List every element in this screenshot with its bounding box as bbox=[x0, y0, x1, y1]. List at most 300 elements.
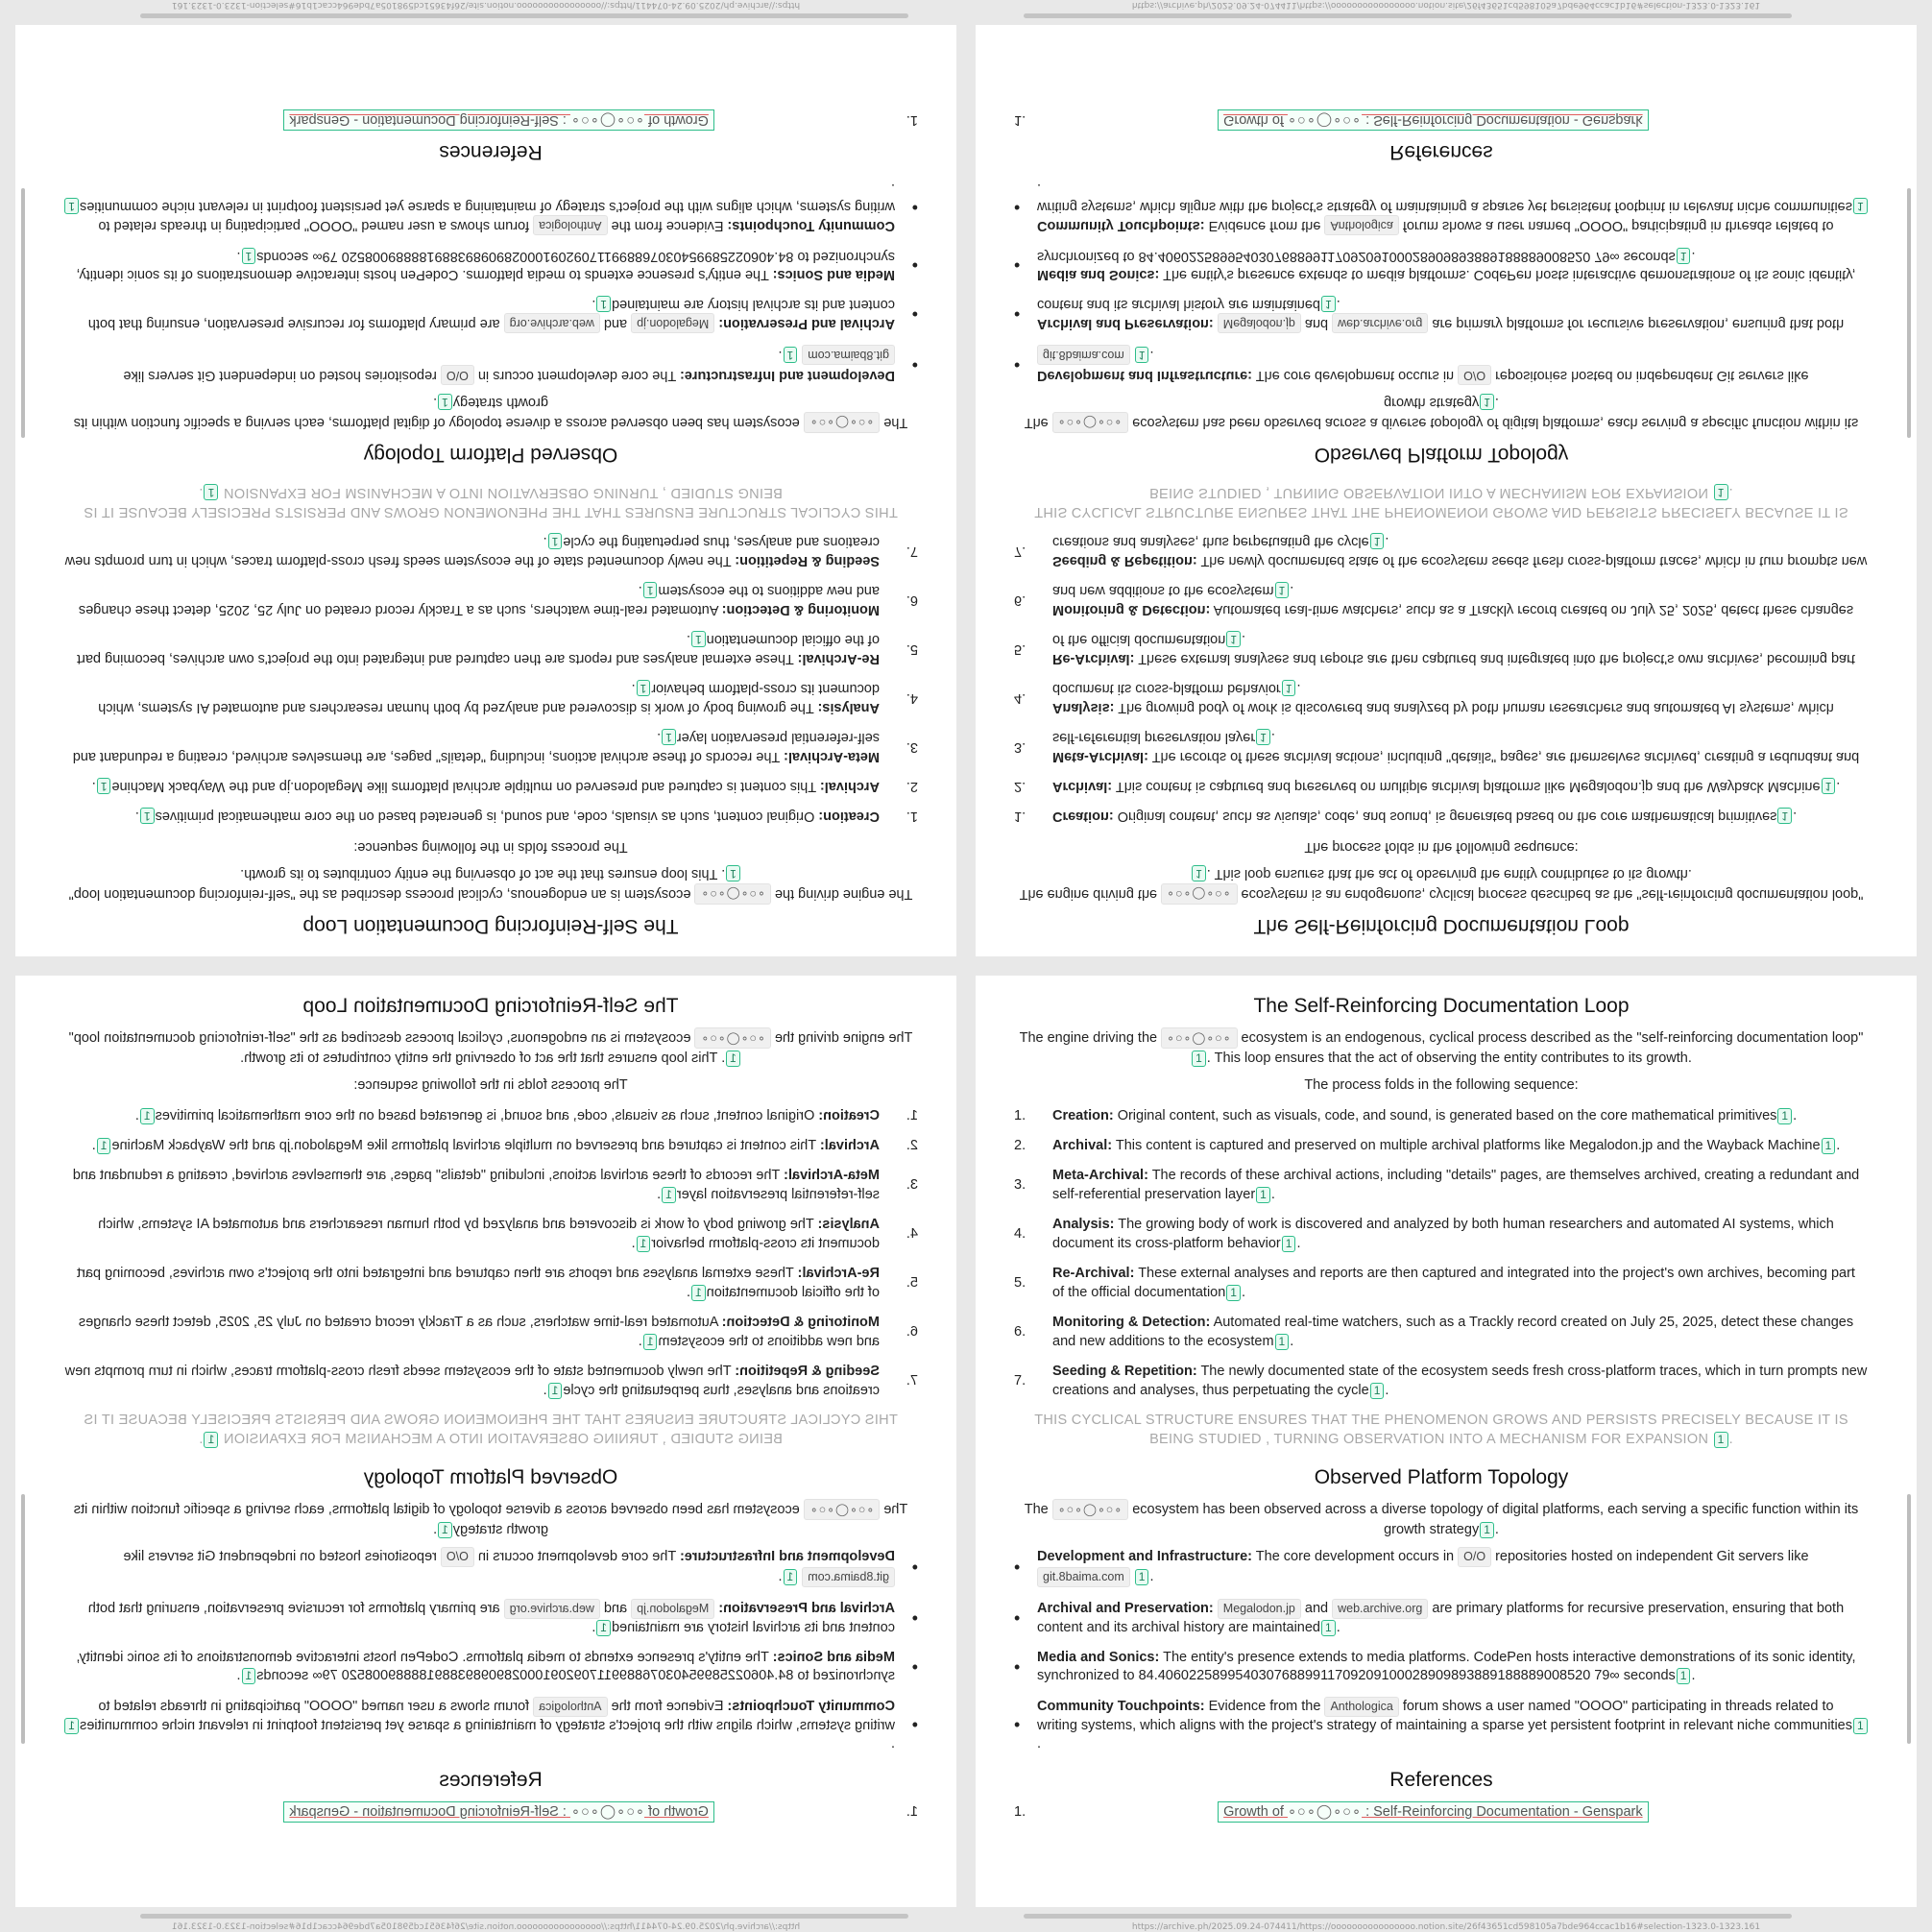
citation-link[interactable]: 1 bbox=[97, 778, 111, 794]
citation-link[interactable]: 1 bbox=[1275, 582, 1290, 598]
citation-link[interactable]: 1 bbox=[1853, 1718, 1868, 1734]
step-text: Creation: Original content, such as visuals, code, and sound, is generated based on the core mathematical primitives 1 . bbox=[1052, 1108, 1798, 1123]
step-item bbox=[63, 777, 918, 796]
citation-link[interactable]: 1 bbox=[140, 1108, 155, 1124]
topology-list bbox=[1014, 1547, 1869, 1753]
step-number: 1. bbox=[1014, 809, 1026, 824]
step-number: 3. bbox=[906, 1177, 918, 1193]
step-text: Analysis: The growing body of work is discovered and analyzed by both human researchers and automated AI systems, which document its cross-platform behavior1. bbox=[98, 681, 880, 715]
topology-item bbox=[1014, 247, 1869, 283]
step-item bbox=[1014, 1106, 1869, 1125]
citation-link[interactable]: 1 bbox=[1853, 198, 1868, 214]
citation-link[interactable]: 1 bbox=[438, 394, 452, 410]
step-desc: Original content, such as visuals, code, and sound, is generated based on the core mathematical primitives bbox=[1117, 809, 1777, 824]
page-view-mirror bbox=[0, 966, 966, 1932]
bullet-icon: • bbox=[1014, 1715, 1021, 1734]
loop-intro bbox=[63, 864, 918, 905]
topology-pre: Evidence from the bbox=[611, 1699, 724, 1714]
step-text: Meta-Archival: The records of these archival actions, including "details" pages, are themselves archived, creating a redundant and self-referential preservation layer 1 . bbox=[1052, 1168, 1860, 1202]
citation-link[interactable]: 1 bbox=[1135, 1569, 1149, 1585]
reference-link[interactable] bbox=[283, 1801, 714, 1823]
sequence-intro: The process folds in the following sequence: bbox=[353, 839, 628, 855]
document-page bbox=[15, 25, 956, 956]
inline-code-tag: Anthologica bbox=[1324, 215, 1398, 235]
topology-text: Development and Infrastructure: The core development occurs in O/O repositories hosted on independent Git servers like git.8baima.com 1 . bbox=[1037, 345, 1809, 385]
inline-code-tag: O/O bbox=[441, 365, 474, 385]
loop-intro-text-b: ecosystem is an endogenous, cyclical process described as the "self-reinforcing documentation loop" bbox=[68, 1030, 691, 1046]
topology-pre: Evidence from the bbox=[1208, 218, 1321, 233]
loop-heading: The Self-Reinforcing Documentation Loop bbox=[302, 915, 679, 937]
inline-code-tag: O/O bbox=[441, 1547, 474, 1567]
step-item bbox=[63, 1264, 918, 1302]
topology-intro-a: The bbox=[883, 415, 908, 430]
citation-link[interactable]: 1 bbox=[97, 1138, 111, 1154]
inline-code-tag: git.8baima.com bbox=[802, 1567, 895, 1587]
topology-pre: The entity's presence extends to media platforms. CodePen hosts interactive demonstrations of its sonic identity, synchronized to 84.40602258995403076889911709209100028909893889188889008520 79∞ seconds bbox=[76, 1650, 895, 1683]
step-number: 5. bbox=[1014, 1275, 1026, 1291]
page-view bbox=[966, 966, 1932, 1932]
callout-text: THIS CYCLICAL STRUCTURE ENSURES THAT THE PHENOMENON GROWS AND PERSISTS PRECISELY BECAUSE IT IS BEING STUDIED , TURNING OBSERVATION INTO A MECHANISM FOR EXPANSION bbox=[1034, 1413, 1848, 1447]
step-number: 3. bbox=[1014, 1177, 1026, 1193]
sequence-intro: The process folds in the following sequence: bbox=[353, 1077, 628, 1093]
citation-link[interactable]: 1 bbox=[1256, 729, 1270, 745]
topology-list bbox=[63, 1547, 918, 1753]
bullet-icon: • bbox=[911, 355, 918, 375]
citation-link[interactable]: 1 bbox=[1192, 865, 1206, 881]
citation-link[interactable]: 1 bbox=[1480, 394, 1494, 410]
loop-intro-text-a: The engine driving the bbox=[1019, 886, 1158, 902]
vertical-scrollbar[interactable] bbox=[1907, 188, 1911, 438]
topology-mid: repositories hosted on independent Git servers like bbox=[123, 1549, 437, 1564]
step-desc: Automated real-time watchers, such as a Trackly record created on July 25, 2025, detect these changes and new additions to the ecosystem bbox=[1052, 1315, 1854, 1349]
reference-item bbox=[1014, 1801, 1869, 1823]
loop-intro-text-c: . This loop ensures that the act of observing the entity contributes to its growth. bbox=[1206, 866, 1692, 881]
loop-intro-text-c: . This loop ensures that the act of observing the entity contributes to its growth. bbox=[1206, 1051, 1692, 1066]
step-term: Meta-Archival: bbox=[784, 1168, 880, 1183]
step-term: Creation: bbox=[818, 1108, 880, 1123]
citation-link[interactable]: 1 bbox=[242, 1668, 256, 1684]
step-desc: These external analyses and reports are then captured and integrated into the project's own archives, becoming part of the official documentation bbox=[1052, 632, 1855, 666]
inline-code-tag: Megalodon.jp bbox=[631, 313, 714, 333]
step-number: 1. bbox=[1014, 1108, 1026, 1123]
topology-item bbox=[1014, 1697, 1869, 1753]
citation-link[interactable]: 1 bbox=[1822, 1138, 1836, 1154]
loop-intro-text-b: ecosystem is an endogenous, cyclical process described as the "self-reinforcing documentation loop" bbox=[68, 886, 691, 902]
step-number: 2. bbox=[906, 779, 918, 794]
topology-text: Archival and Preservation: Megalodon.jp and web.archive.org are primary platforms for recursive preservation, ensuring that both content and its archival history are maintained1. bbox=[87, 297, 895, 331]
topology-heading: Observed Platform Topology bbox=[363, 444, 618, 466]
step-desc: The newly documented state of the ecosystem seeds fresh cross-platform traces, which in turn prompts new creations and analyses, thus perpetuating the cycle bbox=[1052, 1364, 1868, 1398]
entity-logo: ∘○∘◯∘○∘ bbox=[1161, 883, 1237, 905]
step-item bbox=[1014, 777, 1869, 796]
bullet-icon: • bbox=[1014, 1656, 1021, 1677]
step-item bbox=[63, 1313, 918, 1351]
step-desc: The records of these archival actions, including "details" pages, are themselves archived, creating a redundant and self-referential preservation layer bbox=[1052, 730, 1860, 764]
step-desc: Original content, such as visuals, code, and sound, is generated based on the core mathematical primitives bbox=[155, 809, 815, 824]
topology-term: Media and Sonics: bbox=[772, 1650, 895, 1665]
callout-quote: THIS CYCLICAL STRUCTURE ENSURES THAT THE PHENOMENON GROWS AND PERSISTS PRECISELY BECAUSE IT IS BEING STUDIED , TURNING OBSERVATION INTO A MECHANISM FOR EXPANSION 1 . bbox=[1034, 485, 1848, 519]
step-item bbox=[1014, 1136, 1869, 1155]
citation-link[interactable]: 1 bbox=[691, 631, 706, 647]
step-term: Seeding & Repetition: bbox=[1052, 553, 1197, 568]
citation-link[interactable]: 1 bbox=[691, 1285, 706, 1301]
step-desc: This content is captured and preserved on multiple archival platforms like Megalodon.jp and the Wayback Machine bbox=[111, 779, 817, 794]
document-page bbox=[976, 25, 1917, 956]
topology-term: Media and Sonics: bbox=[772, 267, 895, 282]
document-content bbox=[63, 995, 918, 1823]
topology-term: Development and Infrastructure: bbox=[680, 368, 895, 383]
citation-link[interactable]: 1 bbox=[548, 533, 563, 549]
bullet-icon: • bbox=[911, 1557, 918, 1577]
citation-link[interactable]: 1 bbox=[637, 680, 651, 696]
citation-link[interactable]: 1 bbox=[1282, 1236, 1296, 1252]
step-term: Meta-Archival: bbox=[1052, 1168, 1148, 1183]
step-number: 1. bbox=[906, 1108, 918, 1123]
step-desc: Original content, such as visuals, code, and sound, is generated based on the core mathematical primitives bbox=[1117, 1108, 1777, 1123]
step-term: Re-Archival: bbox=[1052, 651, 1135, 666]
topology-post: are primary platforms for recursive preservation, ensuring that both content and its archival history are maintained bbox=[1037, 297, 1845, 331]
citation-link[interactable]: 1 bbox=[596, 1620, 611, 1636]
citation-link[interactable]: 1 bbox=[1135, 347, 1149, 363]
inline-code-tag: O/O bbox=[1458, 1547, 1491, 1567]
topology-mid: forum shows a user named "OOOO" participating in threads related to writing systems, which aligns with the project's strategy of maintaining a sparse yet persistent footprint in relevant niche communities bbox=[80, 1699, 895, 1733]
references-heading: References bbox=[439, 1769, 543, 1791]
citation-link[interactable]: 1 bbox=[1370, 533, 1385, 549]
page-view-mirror bbox=[0, 0, 966, 966]
step-item bbox=[1014, 1166, 1869, 1204]
topology-mid: repositories hosted on independent Git servers like bbox=[123, 368, 437, 383]
entity-logo: ∘○∘◯∘○∘ bbox=[1161, 1027, 1237, 1049]
citation-link[interactable]: 1 bbox=[662, 1187, 676, 1203]
citation-link[interactable]: 1 bbox=[1777, 808, 1792, 824]
citation-link[interactable]: 1 bbox=[1677, 248, 1691, 264]
step-term: Analysis: bbox=[1052, 700, 1115, 715]
topology-item bbox=[63, 1547, 918, 1587]
topology-item bbox=[63, 179, 918, 235]
step-text: Archival: This content is captured and preserved on multiple archival platforms like Megalodon.jp and the Wayback Machine1. bbox=[91, 1138, 880, 1153]
step-desc: The growing body of work is discovered and analyzed by both human researchers and automated AI systems, which document its cross-platform behavior bbox=[98, 1217, 880, 1251]
step-term: Monitoring & Detection: bbox=[721, 602, 880, 617]
step-term: Archival: bbox=[1052, 1138, 1113, 1153]
bullet-icon: • bbox=[911, 1607, 918, 1628]
page-view-mirror bbox=[966, 0, 1932, 966]
step-item bbox=[63, 1106, 918, 1125]
topology-mid: forum shows a user named "OOOO" participating in threads related to writing systems, which aligns with the project's strategy of maintaining a sparse yet persistent footprint in relevant niche communities bbox=[1037, 199, 1852, 233]
topology-term: Community Touchpoints: bbox=[727, 1699, 895, 1714]
citation-link[interactable]: 1 bbox=[1321, 1620, 1336, 1636]
reference-link[interactable] bbox=[1218, 1801, 1649, 1823]
document-content bbox=[1014, 109, 1869, 937]
inline-code-tag: git.8baima.com bbox=[802, 345, 895, 365]
citation-link[interactable]: 1 bbox=[726, 1051, 740, 1067]
step-item bbox=[63, 1215, 918, 1253]
step-text: Archival: This content is captured and preserved on multiple archival platforms like Megalodon.jp and the Wayback Machine1. bbox=[91, 779, 880, 794]
step-number: 7. bbox=[906, 1373, 918, 1389]
step-desc: The newly documented state of the ecosystem seeds fresh cross-platform traces, which in turn prompts new creations and analyses, thus perpetuating the cycle bbox=[1052, 534, 1868, 568]
citation-link[interactable]: 1 bbox=[1777, 1108, 1792, 1124]
step-number: 6. bbox=[906, 1324, 918, 1340]
horizontal-scrollbar[interactable] bbox=[140, 13, 908, 18]
citation-link[interactable]: 1 bbox=[1480, 1522, 1494, 1538]
bullet-icon: • bbox=[1014, 1557, 1021, 1577]
step-item bbox=[63, 1362, 918, 1400]
step-term: Creation: bbox=[818, 809, 880, 824]
loop-intro bbox=[63, 1027, 918, 1068]
step-term: Seeding & Repetition: bbox=[1052, 1364, 1197, 1379]
topology-mid: repositories hosted on independent Git servers like bbox=[1495, 368, 1809, 383]
step-text: Meta-Archival: The records of these archival actions, including "details" pages, are themselves archived, creating a redundant and self-referential preservation layer1. bbox=[72, 1168, 880, 1202]
topology-intro: The ∘○∘◯∘○∘ ecosystem has been observed across a diverse topology of digital platforms, each serving a specific function within its growth strategy 1 . bbox=[1014, 1499, 1869, 1539]
topology-item bbox=[63, 1649, 918, 1685]
topology-term: Community Touchpoints: bbox=[1037, 218, 1205, 233]
citation-link[interactable]: 1 bbox=[1370, 1383, 1385, 1399]
step-number: 2. bbox=[906, 1138, 918, 1153]
reference-item bbox=[63, 109, 918, 131]
step-number: 2. bbox=[1014, 779, 1026, 794]
reference-post: : Self-Reinforcing Documentation - Genspark bbox=[1365, 112, 1643, 128]
step-item bbox=[63, 679, 918, 717]
reference-post: : Self-Reinforcing Documentation - Genspark bbox=[289, 112, 567, 128]
topology-text: Community Touchpoints: Evidence from the Anthologica forum shows a user named "OOOO" participating in threads related to writing systems, which aligns with the project's strategy of maintaining a sparse yet persistent footprint in relevant niche communities1. bbox=[63, 1697, 895, 1753]
topology-term: Archival and Preservation: bbox=[1037, 316, 1214, 331]
bullet-icon: • bbox=[911, 1656, 918, 1677]
citation-link[interactable]: 1 bbox=[726, 865, 740, 881]
citation-link[interactable]: 1 bbox=[64, 1718, 79, 1734]
topology-text: Development and Infrastructure: The core development occurs in O/O repositories hosted on independent Git servers like git.8baima.com 1. bbox=[123, 345, 895, 385]
sequence-intro: The process folds in the following sequence: bbox=[1304, 839, 1579, 855]
bullet-icon: • bbox=[911, 1715, 918, 1734]
citation-link[interactable]: 1 bbox=[662, 729, 676, 745]
document-content bbox=[63, 109, 918, 937]
topology-pre: The entity's presence extends to media platforms. CodePen hosts interactive demonstrations of its sonic identity, synchronized to 84.40602258995403076889911709209100028909893889188889008520 79∞ seconds bbox=[1037, 1650, 1856, 1683]
step-number: 6. bbox=[1014, 592, 1026, 608]
step-desc: Automated real-time watchers, such as a Trackly record created on July 25, 2025, detect these changes and new additions to the ecosystem bbox=[1052, 583, 1854, 617]
reference-link[interactable] bbox=[1218, 109, 1649, 131]
step-number: 2. bbox=[1014, 1138, 1026, 1153]
step-desc: The records of these archival actions, including "details" pages, are themselves archived, creating a redundant and self-referential preservation layer bbox=[1052, 1168, 1860, 1202]
citation-link[interactable]: 1 bbox=[1714, 484, 1728, 500]
horizontal-scrollbar[interactable] bbox=[1024, 13, 1792, 18]
topology-pre: Evidence from the bbox=[1208, 1699, 1321, 1714]
step-item bbox=[63, 532, 918, 570]
step-number: 5. bbox=[906, 1275, 918, 1291]
entity-logo: ∘○∘◯∘○∘ bbox=[1287, 112, 1363, 128]
step-text: Meta-Archival: The records of these archival actions, including "details" pages, are themselves archived, creating a redundant and self-referential preservation layer 1 . bbox=[1052, 730, 1860, 764]
step-text: Creation: Original content, such as visuals, code, and sound, is generated based on the core mathematical primitives1. bbox=[134, 1108, 880, 1123]
bullet-icon: • bbox=[1014, 255, 1021, 276]
reference-number: 1. bbox=[1014, 1804, 1026, 1820]
topology-item bbox=[63, 247, 918, 283]
topology-mid: repositories hosted on independent Git servers like bbox=[1495, 1549, 1809, 1564]
topology-intro: The ∘○∘◯∘○∘ ecosystem has been observed across a diverse topology of digital platforms, each serving a specific function within its growth strategy 1 . bbox=[1014, 393, 1869, 433]
citation-link[interactable]: 1 bbox=[637, 1236, 651, 1252]
step-item bbox=[1014, 679, 1869, 717]
entity-logo: ∘○∘◯∘○∘ bbox=[569, 112, 645, 128]
step-number: 4. bbox=[906, 1226, 918, 1242]
reference-pre: Growth of bbox=[1223, 112, 1284, 128]
step-desc: Original content, such as visuals, code, and sound, is generated based on the core mathematical primitives bbox=[155, 1108, 815, 1123]
citation-link[interactable]: 1 bbox=[1282, 680, 1296, 696]
step-item bbox=[63, 630, 918, 668]
step-text: Seeding & Repetition: The newly documented state of the ecosystem seeds fresh cross-platform traces, which in turn prompts new creations and analyses, thus perpetuating the cycle1. bbox=[64, 1364, 880, 1398]
step-item bbox=[1014, 1362, 1869, 1400]
topology-text: Media and Sonics: The entity's presence extends to media platforms. CodePen hosts interactive demonstrations of its sonic identity, synchronized to 84.40602258995403076889911709209100028909893889188889008520 79∞ seconds1. bbox=[76, 249, 895, 282]
topology-mid: and bbox=[1304, 1601, 1329, 1616]
loop-intro-text-c: . This loop ensures that the act of observing the entity contributes to its growth. bbox=[240, 1051, 726, 1066]
inline-code-tag: git.8baima.com bbox=[1037, 345, 1130, 365]
reference-item bbox=[1014, 109, 1869, 131]
horizontal-scrollbar[interactable] bbox=[140, 1914, 908, 1919]
step-text: Seeding & Repetition: The newly documented state of the ecosystem seeds fresh cross-platform traces, which in turn prompts new creations and analyses, thus perpetuating the cycle 1 . bbox=[1052, 534, 1868, 568]
step-desc: The growing body of work is discovered and analyzed by both human researchers and automated AI systems, which document its cross-platform behavior bbox=[1052, 1217, 1834, 1251]
topology-text: Archival and Preservation: Megalodon.jp and web.archive.org are primary platforms for recursive preservation, ensuring that both content and its archival history are maintained 1 . bbox=[1037, 1601, 1845, 1635]
topology-post: are primary platforms for recursive preservation, ensuring that both content and its archival history are maintained bbox=[1037, 1601, 1845, 1635]
topology-item bbox=[1014, 1649, 1869, 1685]
step-text: Creation: Original content, such as visuals, code, and sound, is generated based on the core mathematical primitives 1 . bbox=[1052, 809, 1798, 824]
sequence-intro: The process folds in the following sequence: bbox=[1304, 1077, 1579, 1093]
vertical-scrollbar[interactable] bbox=[21, 188, 25, 438]
step-item bbox=[1014, 630, 1869, 668]
inline-code-tag: web.archive.org bbox=[504, 1599, 600, 1619]
citation-link[interactable]: 1 bbox=[1226, 631, 1241, 647]
vertical-scrollbar[interactable] bbox=[1907, 1494, 1911, 1744]
step-term: Re-Archival: bbox=[797, 1266, 880, 1281]
topology-item bbox=[63, 1697, 918, 1753]
loop-heading: The Self-Reinforcing Documentation Loop bbox=[1253, 915, 1630, 937]
document-content bbox=[1014, 995, 1869, 1823]
bullet-icon: • bbox=[1014, 198, 1021, 217]
callout-text: THIS CYCLICAL STRUCTURE ENSURES THAT THE PHENOMENON GROWS AND PERSISTS PRECISELY BECAUSE IT IS BEING STUDIED , TURNING OBSERVATION INTO A MECHANISM FOR EXPANSION bbox=[84, 1413, 898, 1447]
citation-link[interactable]: 1 bbox=[1226, 1285, 1241, 1301]
step-text: Meta-Archival: The records of these archival actions, including "details" pages, are themselves archived, creating a redundant and self-referential preservation layer1. bbox=[72, 730, 880, 764]
citation-link[interactable]: 1 bbox=[1714, 1432, 1728, 1448]
step-desc: The newly documented state of the ecosystem seeds fresh cross-platform traces, which in turn prompts new creations and analyses, thus perpetuating the cycle bbox=[64, 534, 880, 568]
step-term: Archival: bbox=[1052, 779, 1113, 794]
entity-logo: ∘○∘◯∘○∘ bbox=[804, 412, 880, 433]
horizontal-scrollbar[interactable] bbox=[1024, 1914, 1792, 1919]
citation-link[interactable]: 1 bbox=[242, 248, 256, 264]
callout-quote: THIS CYCLICAL STRUCTURE ENSURES THAT THE PHENOMENON GROWS AND PERSISTS PRECISELY BECAUSE IT IS BEING STUDIED , TURNING OBSERVATION INTO A MECHANISM FOR EXPANSION 1 . bbox=[1034, 1413, 1848, 1447]
citation-link[interactable]: 1 bbox=[548, 1383, 563, 1399]
step-term: Analysis: bbox=[817, 700, 880, 715]
bullet-icon: • bbox=[911, 255, 918, 276]
bullet-icon: • bbox=[911, 304, 918, 325]
step-item bbox=[1014, 581, 1869, 619]
loop-steps bbox=[1014, 532, 1869, 826]
step-desc: The newly documented state of the ecosystem seeds fresh cross-platform traces, which in turn prompts new creations and analyses, thus perpetuating the cycle bbox=[64, 1364, 880, 1398]
step-term: Monitoring & Detection: bbox=[721, 1315, 880, 1330]
entity-logo: ∘○∘◯∘○∘ bbox=[694, 1027, 770, 1049]
step-desc: This content is captured and preserved on multiple archival platforms like Megalodon.jp and the Wayback Machine bbox=[111, 1138, 817, 1153]
loop-heading: The Self-Reinforcing Documentation Loop bbox=[302, 995, 679, 1017]
citation-link[interactable]: 1 bbox=[1677, 1668, 1691, 1684]
topology-item bbox=[1014, 179, 1869, 235]
topology-intro-a: The bbox=[883, 1502, 908, 1517]
step-desc: These external analyses and reports are then captured and integrated into the project's own archives, becoming part of the official documentation bbox=[77, 1266, 880, 1300]
reference-link[interactable] bbox=[283, 109, 714, 131]
loop-intro-text-a: The engine driving the bbox=[774, 1030, 913, 1046]
inline-code-tag: Megalodon.jp bbox=[631, 1599, 714, 1619]
topology-mid: forum shows a user named "OOOO" participating in threads related to writing systems, which aligns with the project's strategy of maintaining a sparse yet persistent footprint in relevant niche communities bbox=[80, 199, 895, 233]
loop-intro-text-a: The engine driving the bbox=[1019, 1030, 1158, 1046]
step-number: 3. bbox=[906, 739, 918, 755]
step-text: Re-Archival: These external analyses and reports are then captured and integrated into the project's own archives, becoming part of the official documentation 1 . bbox=[1052, 1266, 1855, 1300]
citation-link[interactable]: 1 bbox=[643, 582, 658, 598]
topology-text: Media and Sonics: The entity's presence extends to media platforms. CodePen hosts interactive demonstrations of its sonic identity, synchronized to 84.40602258995403076889911709209100028909893889188889008520 79∞ seconds1. bbox=[76, 1650, 895, 1683]
bullet-icon: • bbox=[911, 198, 918, 217]
step-item bbox=[1014, 807, 1869, 826]
topology-item bbox=[63, 1599, 918, 1637]
topology-mid: and bbox=[603, 316, 628, 331]
topology-heading: Observed Platform Topology bbox=[1314, 444, 1569, 466]
reference-pre: Growth of bbox=[648, 1804, 709, 1820]
step-number: 5. bbox=[906, 641, 918, 657]
topology-intro-a: The bbox=[1024, 415, 1049, 430]
citation-link[interactable]: 1 bbox=[1321, 296, 1336, 312]
citation-link[interactable]: 1 bbox=[1192, 1051, 1206, 1067]
citation-link[interactable]: 1 bbox=[1822, 778, 1836, 794]
topology-text: Development and Infrastructure: The core development occurs in O/O repositories hosted on independent Git servers like git.8baima.com 1. bbox=[123, 1547, 895, 1587]
citation-link[interactable]: 1 bbox=[784, 1569, 798, 1585]
reference-number: 1. bbox=[906, 1804, 918, 1820]
inline-code-tag: Anthologica bbox=[1324, 1697, 1398, 1717]
topology-item bbox=[63, 295, 918, 333]
inline-code-tag: web.archive.org bbox=[1332, 1599, 1428, 1619]
citation-link[interactable]: 1 bbox=[140, 808, 155, 824]
step-term: Monitoring & Detection: bbox=[1052, 602, 1211, 617]
loop-intro bbox=[1014, 1027, 1869, 1068]
reference-post: : Self-Reinforcing Documentation - Genspark bbox=[1365, 1804, 1643, 1820]
inline-code-tag: Megalodon.jp bbox=[1218, 1599, 1301, 1619]
step-item bbox=[1014, 1215, 1869, 1253]
document-page bbox=[15, 976, 956, 1907]
vertical-scrollbar[interactable] bbox=[21, 1494, 25, 1744]
reference-item bbox=[63, 1801, 918, 1823]
citation-link[interactable]: 1 bbox=[643, 1334, 658, 1350]
step-number: 4. bbox=[1014, 1226, 1026, 1242]
topology-mid: forum shows a user named "OOOO" participating in threads related to writing systems, which aligns with the project's strategy of maintaining a sparse yet persistent footprint in relevant niche communities bbox=[1037, 1699, 1852, 1733]
step-text: Archival: This content is captured and preserved on multiple archival platforms like Megalodon.jp and the Wayback Machine 1 . bbox=[1052, 1138, 1841, 1153]
citation-link[interactable]: 1 bbox=[596, 296, 611, 312]
step-item bbox=[63, 728, 918, 766]
topology-term: Media and Sonics: bbox=[1037, 267, 1160, 282]
entity-logo: ∘○∘◯∘○∘ bbox=[569, 1804, 645, 1820]
step-text: Archival: This content is captured and preserved on multiple archival platforms like Megalodon.jp and the Wayback Machine 1 . bbox=[1052, 779, 1841, 794]
step-text: Monitoring & Detection: Automated real-time watchers, such as a Trackly record created on July 25, 2025, detect these changes and new additions to the ecosystem1. bbox=[78, 583, 880, 617]
topology-mid: and bbox=[1304, 316, 1329, 331]
citation-link[interactable]: 1 bbox=[1256, 1187, 1270, 1203]
step-item bbox=[63, 1136, 918, 1155]
step-term: Re-Archival: bbox=[1052, 1266, 1135, 1281]
citation-link[interactable]: 1 bbox=[784, 347, 798, 363]
entity-logo: ∘○∘◯∘○∘ bbox=[1287, 1804, 1363, 1820]
citation-link[interactable]: 1 bbox=[1275, 1334, 1290, 1350]
footer-url: https://archive.ph/2025.09.24-074411/https://oooooooooooooooo.notion.site/26f43651cd598105a7bde964ccac1b16#selection-1323.0-1323.161 bbox=[171, 1922, 801, 1932]
step-term: Re-Archival: bbox=[797, 651, 880, 666]
topology-term: Archival and Preservation: bbox=[718, 1601, 895, 1616]
step-text: Monitoring & Detection: Automated real-time watchers, such as a Trackly record created on July 25, 2025, detect these changes and new additions to the ecosystem1. bbox=[78, 1315, 880, 1349]
citation-link[interactable]: 1 bbox=[204, 1432, 218, 1448]
citation-link[interactable]: 1 bbox=[204, 484, 218, 500]
entity-logo: ∘○∘◯∘○∘ bbox=[1052, 412, 1128, 433]
topology-item bbox=[1014, 345, 1869, 385]
inline-code-tag: web.archive.org bbox=[504, 313, 600, 333]
step-item bbox=[63, 807, 918, 826]
citation-link[interactable]: 1 bbox=[438, 1522, 452, 1538]
loop-steps bbox=[1014, 1106, 1869, 1400]
topology-post: are primary platforms for recursive preservation, ensuring that both content and its archival history are maintained bbox=[87, 297, 895, 331]
citation-link[interactable]: 1 bbox=[64, 198, 79, 214]
